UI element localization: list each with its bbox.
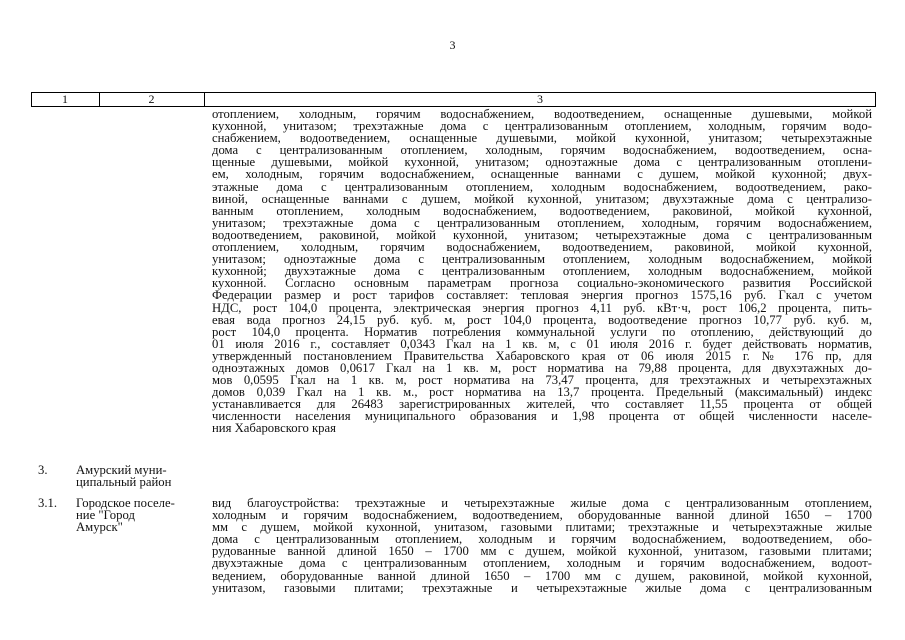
column-divider: [875, 93, 876, 106]
header-col-2: 2: [148, 92, 155, 106]
table-header-row: [31, 92, 876, 107]
text-line: этажные дома с централизованным отоплением, холодным водоснабжением, водоотведением, рако-: [212, 179, 872, 194]
text-line: одноэтажных домов 0,0617 Гкал на 1 кв. м, рост норматива на 79,88 процента, для двухэтажных до-: [212, 360, 872, 375]
text-line: Федерации размер и рост тарифов составляет: тепловая энергия прогноз 1575,16 руб. Гкал с учетом: [212, 288, 872, 303]
header-col-1: 1: [62, 92, 68, 106]
name-line: Городское поселе-: [76, 496, 175, 510]
text-line: рост 104,0 процента. Норматив потребления коммунальной услуги по отоплению, действующий до: [212, 324, 872, 339]
text-line: ведением, оборудованные ванной длиной 1650 – 1700 мм с душем, раковиной, мойкой кухонной,: [212, 568, 872, 583]
text-line: отоплением, холодным, горячим водоснабжением, водоотведением, раковиной, мойкой кухонной,: [212, 240, 872, 255]
text-line: унитазом; трехэтажные дома с централизованным отоплением, холодным, горячим водоснабжением,: [212, 215, 872, 230]
municipality-name-amursky: [76, 464, 201, 488]
row-number-3: 3.: [38, 463, 48, 477]
row-number-3-1: 3.1.: [38, 496, 58, 510]
text-line: унитазом; одноэтажные дома с централизованным отоплением, холодным водоснабжением, мойкой: [212, 252, 872, 267]
name-line: ципальный район: [76, 475, 172, 490]
page-number: 3: [449, 38, 456, 52]
text-line: мов 0,0595 Гкал на 1 кв. м, рост норматива на 73,47 процента, для трехэтажных и четырехэтажных: [212, 373, 872, 388]
header-col-3: 3: [537, 92, 543, 106]
text-line: кухонной, унитазом; трехэтажные дома с централизованным отоплением, холодным, горячим водо-: [212, 119, 872, 134]
name-line: Амурск": [76, 520, 123, 535]
text-line: водоотведением, раковиной, мойкой кухонной, унитазом; четырехэтажные дома с централизованным: [212, 227, 872, 242]
text-line: унитазом, газовыми плитами; трехэтажные и четырехэтажные жилые дома с централизованным: [212, 580, 872, 595]
text-line: 01 июля 2016 г., составляет 0,0343 Гкал на 1 кв. м, с 01 июля 2016 г. будет действовать норматив,: [212, 336, 872, 351]
text-line: дома с централизованным отоплением, холодным и горячим водоснабжением, водоотведением, обо-: [212, 532, 872, 547]
text-line: отоплением, холодным, горячим водоснабжением, водоотведением, оснащенные душевыми, мойкой: [212, 107, 872, 121]
text-line: численности населения муниципального образования и 1,98 процента от общей численности населе-: [212, 409, 872, 424]
text-line: двухэтажные дома с централизованным отоплением, холодным и горячим водоснабжением, водоот-: [212, 556, 872, 571]
text-line: ванным отоплением, холодным водоснабжением, водоотведением, раковиной, мойкой кухонной,: [212, 203, 872, 218]
text-line: снабжением, водоотведением, оснащенные душевыми, мойкой кухонной, унитазом; четырехэтажные: [212, 131, 872, 146]
tariff-description-block: [212, 108, 872, 435]
text-line: холодным и горячим водоснабжением, водоотведением, оборудованные ванной длиной 1650 – 1700: [212, 508, 872, 523]
name-line: Амурский муни-: [76, 463, 167, 477]
settlement-name-amursk: [76, 497, 201, 533]
text-line: щенные душевыми, мойкой кухонной, унитазом; одноэтажные дома с централизованным отоплени-: [212, 155, 872, 170]
text-line: домов 0,039 Гкал на 1 кв. м., рост норматива на 13,7 процента. Предельный (максимальный) индекс: [212, 385, 872, 400]
text-line: виной, оснащенные ваннами с душем, мойкой кухонной, унитазом; двухэтажные дома с централизо-: [212, 191, 872, 206]
text-line: рудованные ванной длиной 1650 – 1700 мм с душем, мойкой кухонной, унитазом, газовыми плитами;: [212, 544, 872, 559]
amenity-description-block: [212, 497, 872, 594]
text-line: евая вода прогноз 24,15 руб. куб. м, рост 104,0 процента, водоотведение прогноз 10,77 руб. куб. м,: [212, 312, 872, 327]
text-line: мм с душем, мойкой кухонной, унитазом, газовыми плитами; трехэтажные и четырехэтажные жилые: [212, 520, 872, 535]
text-line: кухонной; двухэтажные дома с централизованным отоплением, холодным водоснабжением, мойкой: [212, 264, 872, 279]
text-line: кухонной. Согласно основным параметрам прогноза социально-экономического развития Российской: [212, 276, 872, 291]
text-line: НДС, рост 104,0 процента, электрическая энергия прогноз 4,11 руб. кВт·ч, рост 106,2 процента, пить-: [212, 300, 872, 315]
text-line: утвержденный постановлением Правительства Хабаровского края от 06 июля 2015 г. № 176 пр, для: [212, 348, 872, 363]
text-line: вид благоустройства: трехэтажные и четырехэтажные жилые дома с централизованным отоплением,: [212, 496, 872, 510]
name-line: ние "Город: [76, 508, 135, 523]
text-line: устанавливается для 26483 зарегистрированных жителей, что составляет 11,55 процента от общей: [212, 397, 872, 412]
text-line: дома с централизованным отоплением, холодным, горячим водоснабжением, водоотведением, осна-: [212, 143, 872, 158]
text-line: ния Хабаровского края: [212, 421, 336, 436]
text-line: ем, холодным, горячим водоснабжением, оснащенные ваннами с душем, мойкой кухонной; двух-: [212, 167, 872, 182]
